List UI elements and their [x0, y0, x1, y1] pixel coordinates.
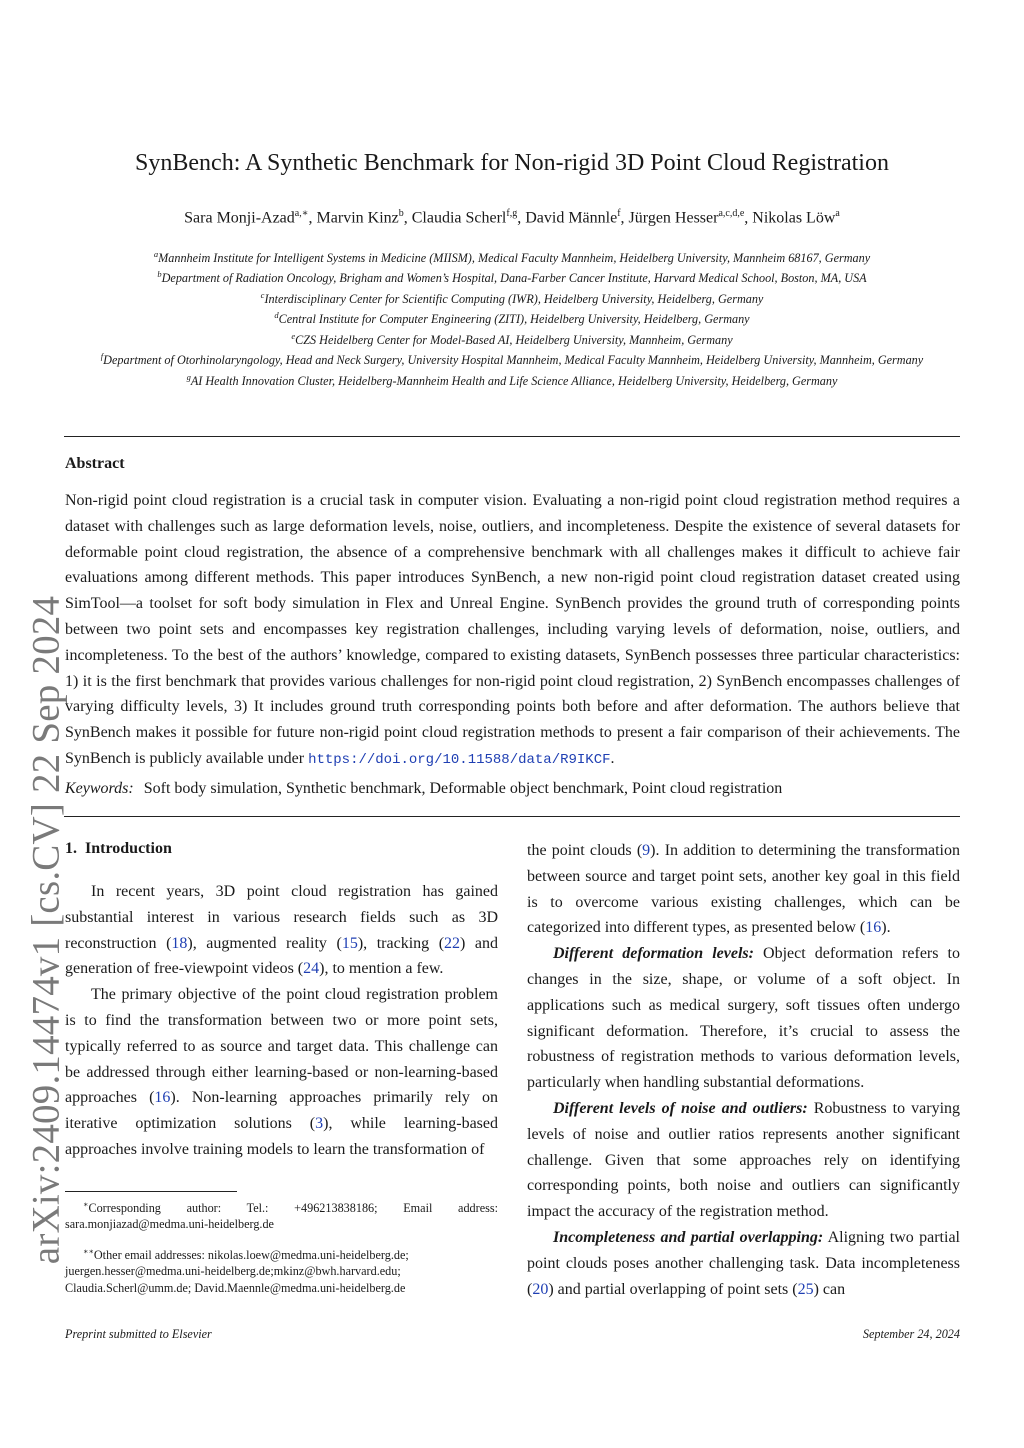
citation-link[interactable]: 22 [444, 934, 461, 952]
arxiv-side-stamp: arXiv:2409.14474v1 [cs.CV] 22 Sep 2024 [24, 595, 68, 1265]
author: Marvin Kinz [316, 209, 399, 227]
footer-left: Preprint submitted to Elsevier [65, 1327, 212, 1341]
abstract-body: Non-rigid point cloud registration is a crucial task in computer vision. Evaluating a non-rigid point cloud registration method requires a dataset with challenges such as large deformation levels, noise, outliers, and incompleteness. Despite the existence of several datasets for deformable point cloud registration, the absence of a comprehensive benchmark with all challenges makes it difficult to achieve fair evaluations among different methods. This paper introduces SynBench, a new non-rigid point cloud registration dataset created using SimTool—a toolset for soft body simulation in Flex and Unreal Engine. SynBench provides the ground truth of corresponding points between two point sets and encompasses key registration challenges, including varying levels of deformation, noise, outliers, and incompleteness. To the best of the authors’ knowledge, compared to existing datasets, SynBench possesses three particular characteristics: 1) it is the first benchmark that provides various challenges for non-rigid point cloud registration, 2) SynBench encompasses challenges of varying difficulty levels, 3) It includes ground truth corresponding points both before and after deformation. The authors believe that SynBench makes it possible for future non-rigid point cloud registration methods to present a fair comparison of their achievements. The SynBench is publicly available under https://doi.org/10.11588/data/R9IKCF. [65, 492, 960, 768]
affiliation: $^b$Department of Radiation Oncology, Brigham and Women’s Hospital, Dana-Farber Cancer Institute, Harvard Medical School, Boston, MA, USA [157, 269, 867, 286]
abstract-heading: Abstract [65, 455, 125, 472]
footnote-rule [65, 1191, 237, 1192]
citation-link[interactable]: 25 [797, 1280, 814, 1298]
author-affil-mark: f [617, 208, 621, 219]
citation-link[interactable]: 24 [303, 960, 320, 978]
citation-link[interactable]: 9 [642, 842, 651, 859]
author: Jürgen Hesser [628, 209, 719, 227]
citation-link[interactable]: 3 [315, 1115, 324, 1133]
footer-date: September 24, 2024 [862, 1327, 960, 1341]
section-heading: 1. Introduction [65, 840, 172, 857]
author-affil-mark: b [398, 208, 404, 219]
citation-link[interactable]: 16 [154, 1089, 171, 1107]
author: Sara Monji-Azad [184, 209, 295, 227]
abstract-top-rule [64, 436, 960, 437]
affiliation: $^a$Mannheim Institute for Intelligent Systems in Medicine (MIISM), Medical Faculty Mannheim, Heidelberg University, Mannheim 68167, Germany [153, 249, 871, 266]
affiliation: $^f$Department of Otorhinolaryngology, Head and Neck Surgery, University Hospital Mannheim, Medical Faculty Mannheim, Heidelberg University, Mannheim, Germany [100, 351, 924, 368]
footnote-corresponding: ∗Corresponding author: Tel.: +496213838186; Email address: sara.monjiazad@medma.uni-heidelberg.de [65, 1200, 498, 1232]
author: Nikolas Löw [752, 209, 836, 227]
citation-link[interactable]: 15 [341, 934, 358, 952]
paragraph: Different deformation levels: Object deformation refers to changes in the size, shape, or volume of a soft object. In applications such as medical surgery, soft tissues often undergo significant deformation. Therefore, it’s crucial to assess the robustness of registration methods to various deformation levels, particularly when handling substantial deformations. [527, 945, 960, 1092]
affiliation-list [60, 246, 964, 389]
author-affil-mark: a,∗ [294, 208, 309, 219]
paragraph: In recent years, 3D point cloud registration has gained substantial interest in various research fields such as 3D reconstruction (18), augmented reality (15), tracking (22) and generation of free-viewpoint videos (24), to mention a few. [65, 883, 499, 978]
right-column [527, 838, 960, 1302]
author: David Männle [525, 209, 618, 227]
affiliation: $^d$Central Institute for Computer Engineering (ZITI), Heidelberg University, Heidelberg, Germany [274, 310, 750, 327]
paragraph-heading: Incompleteness and partial overlapping: [553, 1228, 824, 1246]
author-affil-mark: a,c,d,e [718, 208, 745, 219]
paragraph-heading: Different levels of noise and outliers: [553, 1099, 808, 1117]
keywords-label: Keywords: [65, 780, 134, 797]
author-affil-mark: f,g [506, 208, 518, 219]
author-affil-mark: a [835, 208, 840, 219]
dataset-link[interactable]: https://doi.org/10.11588/data/R9IKCF [308, 751, 611, 768]
left-column [65, 879, 498, 1163]
affiliation: $^c$Interdisciplinary Center for Scientific Computing (IWR), Heidelberg University, Heidelberg, Germany [260, 289, 764, 306]
paragraph: the point clouds (9). In addition to determining the transformation between source and target point sets, another key goal in this field is to overcome various existing challenges, which can be categorized into different types, as presented below (16). [527, 842, 961, 937]
citation-link[interactable]: 20 [532, 1280, 549, 1298]
author-list: Sara Monji-Azad$^{a,∗}$, Marvin Kinz$^b$, Claudia Scherl$^{f,g}$, David Männle$^f$, Jürgen Hesser$^{a,c,d,e}$, Nikolas Löw$^a$ [184, 208, 840, 227]
author: Claudia Scherl [411, 209, 507, 227]
citation-link[interactable]: 18 [171, 934, 188, 952]
paragraph: Incompleteness and partial overlapping: Aligning two partial point clouds poses another challenging task. Data incompleteness (20) and partial overlapping of point sets (25) can [527, 1228, 960, 1298]
keywords [65, 780, 960, 798]
paper-title: SynBench: A Synthetic Benchmark for Non-rigid 3D Point Cloud Registration [135, 150, 889, 176]
paragraph: Different levels of noise and outliers: Robustness to varying levels of noise and outlier ratios represents another significant challenge. Given that some approaches rely on identifying corresponding points, both noise and outliers can significantly impact the accuracy of the registration method. [527, 1099, 961, 1221]
paragraph-heading: Different deformation levels: [553, 945, 754, 963]
affiliation: $^e$CZS Heidelberg Center for Model-Based AI, Heidelberg University, Mannheim, Germany [291, 330, 733, 347]
affiliation: $^g$AI Health Innovation Cluster, Heidelberg-Mannheim Health and Life Science Alliance, Heidelberg University, Heidelberg, Germany [186, 371, 838, 388]
abstract-bottom-rule [64, 816, 960, 817]
keywords-text: Soft body simulation, Synthetic benchmark, Deformable object benchmark, Point cloud registration [143, 780, 783, 797]
footnote-emails: ∗∗Other email addresses: nikolas.loew@medma.uni-heidelberg.de; juergen.hesser@medma.uni-heidelberg.de;mkinz@bwh.harvard.edu; Claudia.Scherl@umm.de; David.Maennle@medma.uni-heidelberg.de [65, 1247, 409, 1295]
citation-link[interactable]: 16 [865, 919, 882, 937]
paragraph: The primary objective of the point cloud registration problem is to find the transformation between two or more point sets, typically referred to as source and target data. This challenge can be addressed through either learning-based or non-learning-based approaches (16). Non-learning approaches primarily rely on iterative optimization solutions (3), while learning-based approaches involve training models to learn the transformation of [65, 986, 498, 1158]
